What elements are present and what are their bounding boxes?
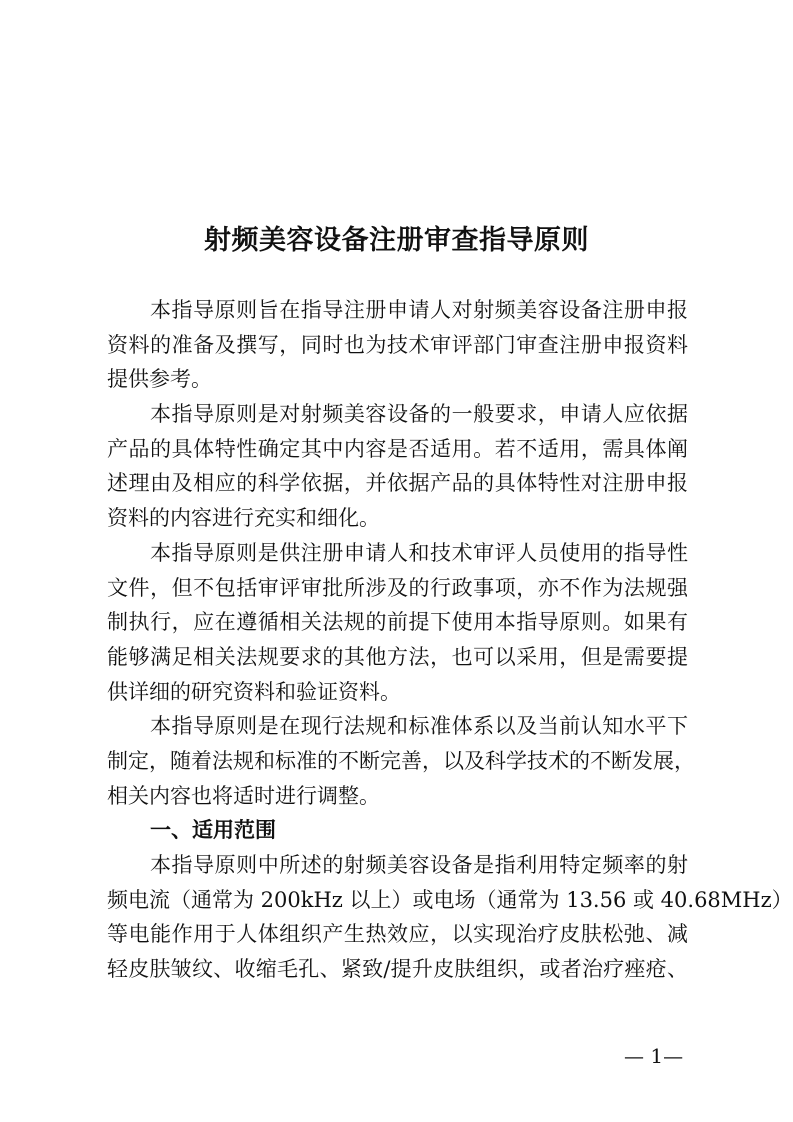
text-line: 等电能作用于人体组织产生热效应，以实现治疗皮肤松弛、减 [107,922,688,947]
paragraph-4 [107,709,695,813]
text-line: 制执行，应在遵循相关法规的前提下使用本指导原则。如果有 [107,610,688,635]
text-line: 提供参考。 [107,367,212,392]
page-number: — 1— [624,1044,684,1068]
text-line: 本指导原则是供注册申请人和技术审评人员使用的指导性 [150,540,688,565]
text-line: 述理由及相应的科学依据，并依据产品的具体特性对注册申报 [107,471,688,496]
text-line: 频电流（通常为 200kHz 以上）或电场（通常为 13.56 或 40.68MHz） [107,887,793,912]
text-line: 资料的准备及撰写，同时也为技术审评部门审查注册申报资料 [107,332,688,357]
text-line: 能够满足相关法规要求的其他方法，也可以采用，但是需要提 [107,644,688,669]
text-line: 轻皮肤皱纹、收缩毛孔、紧致/提升皮肤组织，或者治疗痤疮、 [107,957,688,982]
paragraph-2 [107,397,688,536]
text-line: 本指导原则是对射频美容设备的一般要求，申请人应依据 [150,402,688,427]
section-paragraph [107,848,793,987]
text-line: 产品的具体特性确定其中内容是否适用。若不适用，需具体阐 [107,436,688,461]
text-line: 本指导原则旨在指导注册申请人对射频美容设备注册申报 [150,298,688,322]
text-line: 制定，随着法规和标准的不断完善，以及科学技术的不断发展， [107,748,695,773]
paragraph-3 [107,536,688,709]
section-heading: 一、适用范围 [150,818,276,843]
text-line: 相关内容也将适时进行调整。 [107,783,380,808]
text-line: 资料的内容进行充实和细化。 [107,506,380,531]
document-title: 射频美容设备注册审查指导原则 [204,225,589,256]
text-line: 文件，但不包括审评审批所涉及的行政事项，亦不作为法规强 [107,575,688,600]
text-line: 供详细的研究资料和验证资料。 [107,679,401,704]
text-line: 本指导原则是在现行法规和标准体系以及当前认知水平下 [150,714,688,739]
text-line: 本指导原则中所述的射频美容设备是指利用特定频率的射 [150,853,688,877]
document-body [107,293,793,987]
paragraph-1 [107,293,688,397]
